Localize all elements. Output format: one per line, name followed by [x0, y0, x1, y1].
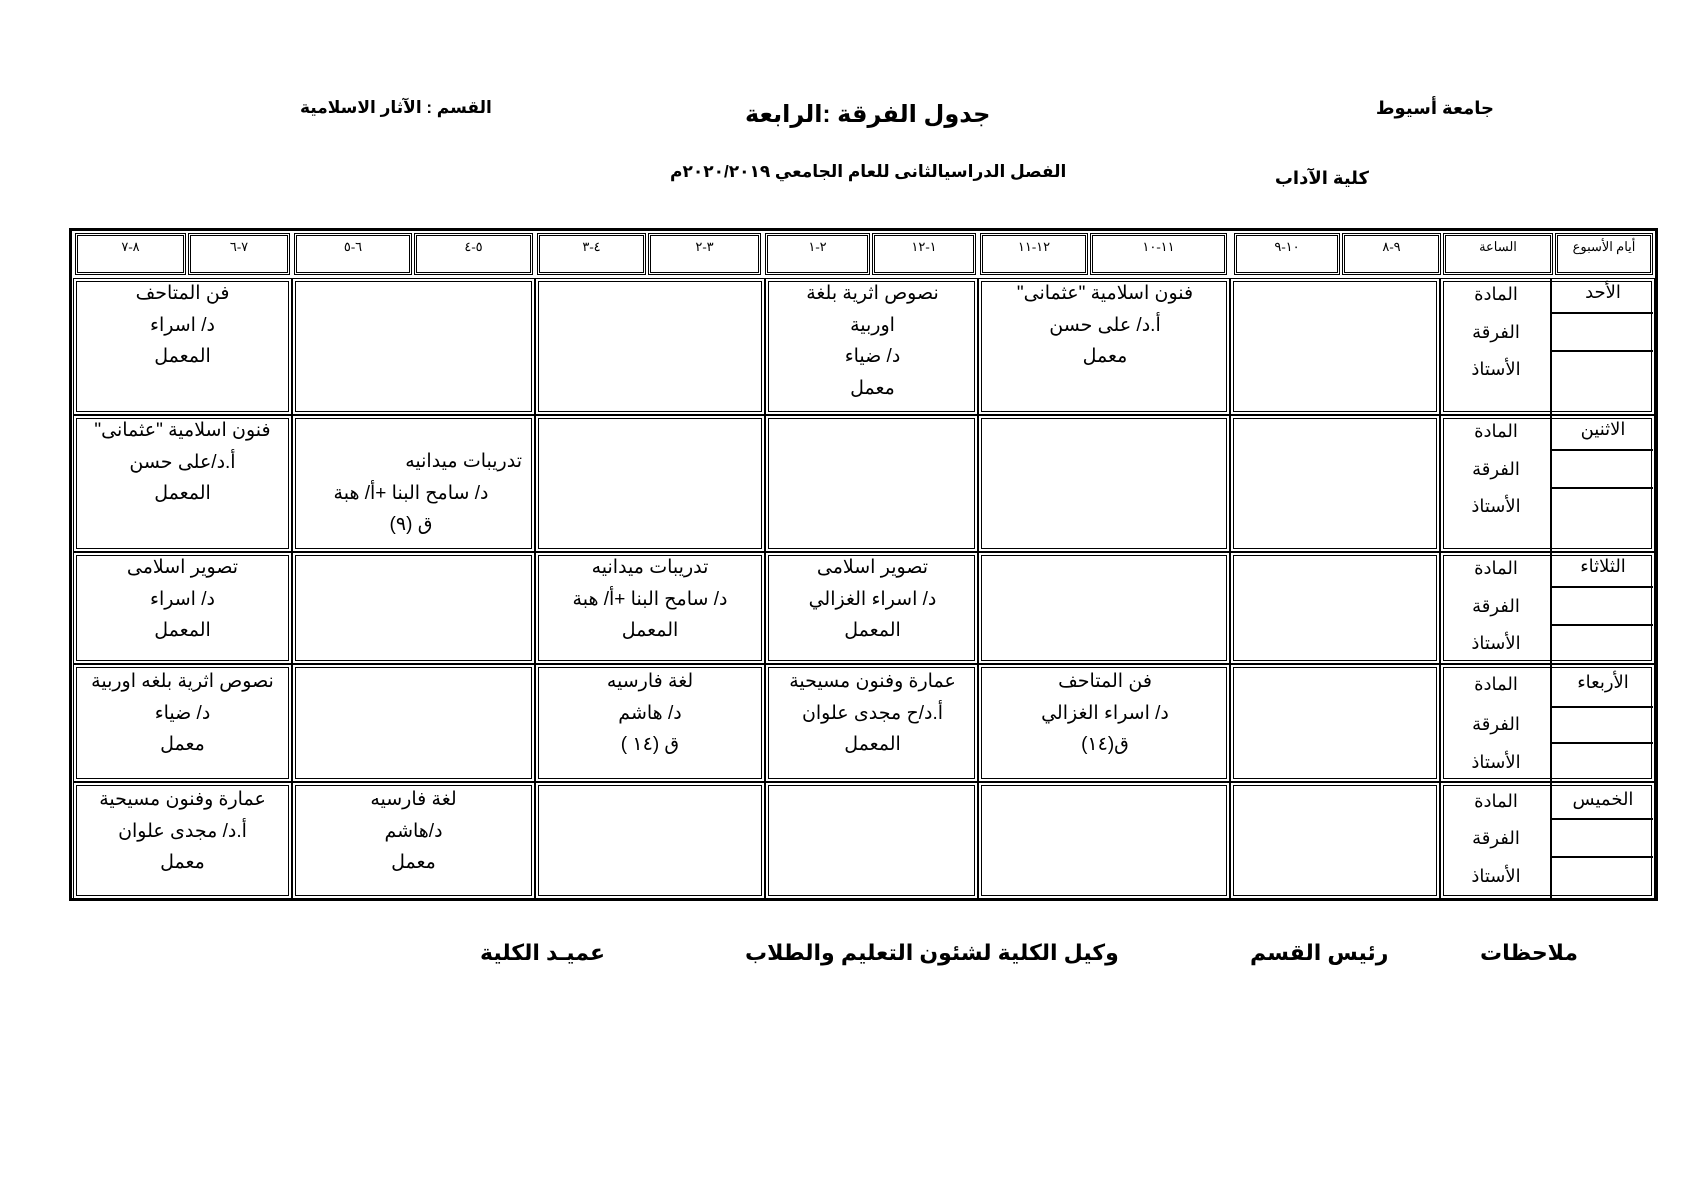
row-divider	[1552, 818, 1653, 820]
time-slot: ٣-٢	[648, 233, 761, 275]
class-entry: تصوير اسلامى د/ اسراء الغزالي المعمل	[808, 557, 937, 641]
row-label-group: الفرقة	[1472, 714, 1520, 734]
schedule-cell	[1230, 278, 1440, 415]
class-entry: نصوص اثرية بلغة اوربية د/ ضياء معمل	[806, 283, 939, 399]
university-name: جامعة أسيوط	[1375, 98, 1494, 118]
schedule-cell	[1230, 415, 1440, 552]
row-label-subject: المادة	[1474, 674, 1518, 694]
row-label-group: الفرقة	[1472, 322, 1520, 342]
schedule-cell	[535, 782, 765, 899]
time-slot: ١٠-٩	[1234, 233, 1340, 275]
schedule-cell	[765, 415, 978, 552]
row-label-group: الفرقة	[1472, 596, 1520, 616]
time-slot: ٥-٤	[414, 233, 533, 275]
schedule-cell	[292, 278, 535, 415]
day-name: الخميس	[1572, 789, 1634, 809]
day-name: الأحد	[1585, 282, 1621, 302]
row-divider	[1552, 312, 1653, 314]
department-name: القسم : الآثار الاسلامية	[300, 98, 492, 117]
day-column-header: أيام الأسبوع	[1555, 233, 1653, 275]
time-slot: ٩-٨	[1342, 233, 1441, 275]
row-label-subject: المادة	[1474, 421, 1518, 441]
schedule-cell	[292, 552, 535, 664]
time-slot: ١-١٢	[872, 233, 976, 275]
row-divider	[1552, 856, 1653, 858]
class-entry: لغة فارسيه د/ هاشم ق (١٤ )	[606, 671, 694, 755]
class-entry: لغة فارسيه د/هاشم معمل	[370, 789, 457, 873]
time-slot: ٧-٦	[188, 233, 290, 275]
row-divider	[1552, 624, 1653, 626]
row-divider	[1552, 449, 1653, 451]
class-entry: فن المتاحف د/ اسراء الغزالي ق(١٤)	[1041, 671, 1169, 755]
time-slot: ١٢-١١	[980, 233, 1088, 275]
day-name: الأربعاء	[1577, 672, 1629, 692]
time-slot: ٨-٧	[75, 233, 186, 275]
class-entry: عمارة وفنون مسيحية أ.د/ح مجدى علوان المعمل	[789, 671, 956, 755]
schedule-cell	[765, 782, 978, 899]
row-label-professor: الأستاذ	[1471, 359, 1521, 379]
schedule-cell	[535, 278, 765, 415]
schedule-cell	[535, 415, 765, 552]
row-divider	[1552, 586, 1653, 588]
class-entry: تدريبات ميدانيه د/ سامح البنا +أ/ هبة المعمل	[572, 557, 728, 641]
head-of-department-label: رئيس القسم	[1250, 940, 1389, 965]
row-label-professor: الأستاذ	[1471, 866, 1521, 886]
schedule-cell	[978, 782, 1230, 899]
day-name: الاثنين	[1580, 419, 1626, 439]
time-slot: ٢-١	[765, 233, 870, 275]
class-entry: نصوص اثرية بلغه اوربية د/ ضياء معمل	[91, 671, 274, 755]
class-entry: تصوير اسلامى د/ اسراء المعمل	[126, 557, 239, 641]
schedule-cell	[292, 664, 535, 782]
class-entry: تدريبات ميدانيه د/ سامح البنا +أ/ هبة ق (٩)	[333, 451, 522, 535]
row-label-subject: المادة	[1474, 791, 1518, 811]
schedule-cell	[978, 415, 1230, 552]
row-divider	[1552, 487, 1653, 489]
semester-label: الفصل الدراسيالثانى للعام الجامعي ٢٠٢٠/٢٠١٩م	[670, 162, 1067, 181]
class-entry: فن المتاحف د/ اسراء المعمل	[135, 283, 230, 367]
row-label-subject: المادة	[1474, 558, 1518, 578]
class-entry: عمارة وفنون مسيحية أ.د/ مجدى علوان معمل	[99, 789, 266, 873]
row-label-group: الفرقة	[1472, 459, 1520, 479]
row-divider	[1552, 742, 1653, 744]
row-divider	[1552, 350, 1653, 352]
row-label-subject: المادة	[1474, 284, 1518, 304]
hour-column-header: الساعة	[1443, 233, 1553, 275]
vice-dean-label: وكيل الكلية لشئون التعليم والطلاب	[745, 940, 1119, 965]
time-slot: ١١-١٠	[1090, 233, 1227, 275]
row-label-professor: الأستاذ	[1471, 752, 1521, 772]
schedule-cell	[1230, 664, 1440, 782]
class-entry: فنون اسلامية "عثمانى" أ.د/على حسن المعمل	[94, 420, 271, 504]
label-column-divider	[1550, 278, 1552, 899]
schedule-cell	[978, 552, 1230, 664]
row-label-group: الفرقة	[1472, 828, 1520, 848]
time-slot: ٤-٣	[537, 233, 646, 275]
row-label-professor: الأستاذ	[1471, 496, 1521, 516]
schedule-cell	[1230, 552, 1440, 664]
time-slot: ٦-٥	[294, 233, 412, 275]
page-title: جدول الفرقة :الرابعة	[745, 101, 991, 128]
notes-label: ملاحظات	[1480, 940, 1578, 965]
row-divider	[1552, 706, 1653, 708]
class-entry: فنون اسلامية "عثمانى" أ.د/ على حسن معمل	[1016, 283, 1194, 367]
faculty-name: كلية الآداب	[1274, 168, 1369, 188]
schedule-cell	[1230, 782, 1440, 899]
day-name: الثلاثاء	[1580, 556, 1626, 576]
row-label-professor: الأستاذ	[1471, 633, 1521, 653]
dean-label: عميـد الكلية	[480, 940, 605, 965]
